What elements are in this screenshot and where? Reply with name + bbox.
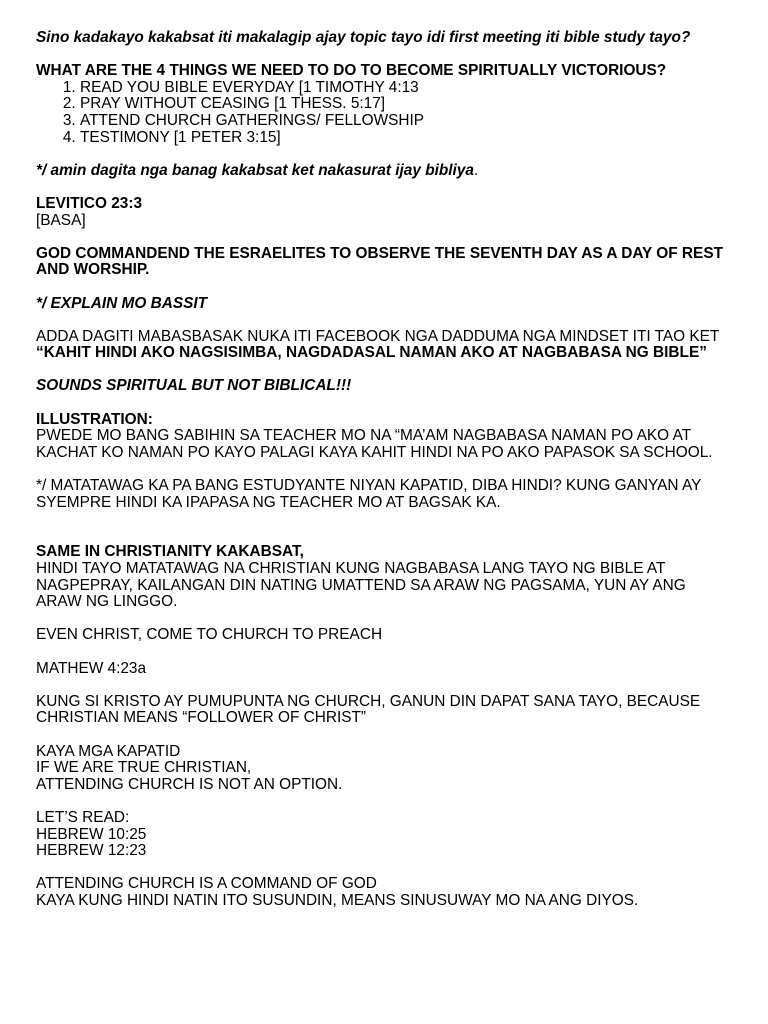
intro-question: Sino kadakayo kakabsat iti makalagip ajay topic tayo idi first meeting iti bible study tayo? [36, 29, 691, 46]
list-item: 3. ATTEND CHURCH GATHERINGS/ FELLOWSHIP [80, 113, 732, 130]
command-line: KAYA KUNG HINDI NATIN ITO SUSUNDIN, MEANS SINUSUWAY MO NA ANG DIYOS. [36, 891, 639, 909]
kaya-line: ATTENDING CHURCH IS NOT AN OPTION. [36, 775, 343, 793]
command-line: ATTENDING CHURCH IS A COMMAND OF GOD [36, 875, 377, 893]
things-list [36, 80, 732, 146]
student-note: */ MATATAWAG KA PA BANG ESTUDYANTE NIYAN KAPATID, DIBA HINDI? KUNG GANYAN AY SYEMPRE HINDI KA IPAPASA NG TEACHER MO AT BAGSAK KA. [36, 477, 702, 511]
same-heading: SAME IN CHRISTIANITY KAKABSAT, [36, 543, 304, 561]
even-christ-line: EVEN CHRIST, COME TO CHURCH TO PREACH [36, 626, 383, 644]
list-item: 1. READ YOU BIBLE EVERYDAY [1 TIMOTHY 4:13 [80, 80, 732, 97]
facebook-text: ADDA DAGITI MABASBASAK NUKA ITI FACEBOOK NGA DADDUMA NGA MINDSET ITI TAO KET [36, 327, 720, 345]
list-item: 4. TESTIMONY [1 PETER 3:15] [80, 130, 732, 147]
bible-note-text: */ amin dagita nga banag kakabsat ket nakasurat ijay bibliya [36, 161, 474, 179]
levitico-reference: LEVITICO 23:3 [36, 194, 143, 212]
explain-note: */ EXPLAIN MO BASSIT [36, 294, 208, 312]
facebook-paragraph [36, 329, 732, 362]
mathew-reference: MATHEW 4:23a [36, 659, 147, 677]
god-commanded-statement: GOD COMMANDEND THE ESRAELITES TO OBSERVE THE SEVENTH DAY AS A DAY OF REST AND WORSHIP. [36, 244, 723, 279]
kristo-paragraph: KUNG SI KRISTO AY PUMUPUNTA NG CHURCH, GANUN DIN DAPAT SANA TAYO, BECAUSE CHRISTIAN MEANS “FOLLOWER OF CHRIST” [36, 692, 701, 727]
illustration-heading: ILLUSTRATION: [36, 410, 153, 428]
kaya-line: KAYA MGA KAPATID [36, 742, 181, 760]
facebook-quote: “KAHIT HINDI AKO NAGSISIMBA, NAGDADASAL NAMAN AKO AT NAGBABASA NG BIBLE” [36, 344, 707, 362]
same-text: HINDI TAYO MATATAWAG NA CHRISTIAN KUNG NAGBABASA LANG TAYO NG BIBLE AT NAGPEPRAY, KAILANGAN DIN NATING UMATTEND SA ARAW NG PAGSAMA, YUN AY ANG ARAW NG LINGGO. [36, 560, 686, 611]
lets-read-line: LET’S READ: [36, 808, 130, 826]
basa-label: [BASA] [36, 211, 86, 229]
lets-read-line: HEBREW 12:23 [36, 842, 147, 860]
sounds-spiritual-line: SOUNDS SPIRITUAL BUT NOT BIBLICAL!!! [36, 377, 352, 395]
list-item: 2. PRAY WITHOUT CEASING [1 THESS. 5:17] [80, 96, 732, 113]
illustration-text: PWEDE MO BANG SABIHIN SA TEACHER MO NA “MA’AM NAGBABASA NAMAN PO AKO AT KACHAT KO NAMAN PO KAYO PALAGI KAYA KAHIT HINDI NA PO AKO PAPASOK SA SCHOOL. [36, 427, 713, 461]
things-heading: WHAT ARE THE 4 THINGS WE NEED TO DO TO BECOME SPIRITUALLY VICTORIOUS? [36, 62, 667, 80]
bible-note-period: . [473, 161, 479, 179]
lets-read-line: HEBREW 10:25 [36, 825, 147, 843]
bible-note [36, 163, 732, 180]
kaya-line: IF WE ARE TRUE CHRISTIAN, [36, 759, 252, 777]
